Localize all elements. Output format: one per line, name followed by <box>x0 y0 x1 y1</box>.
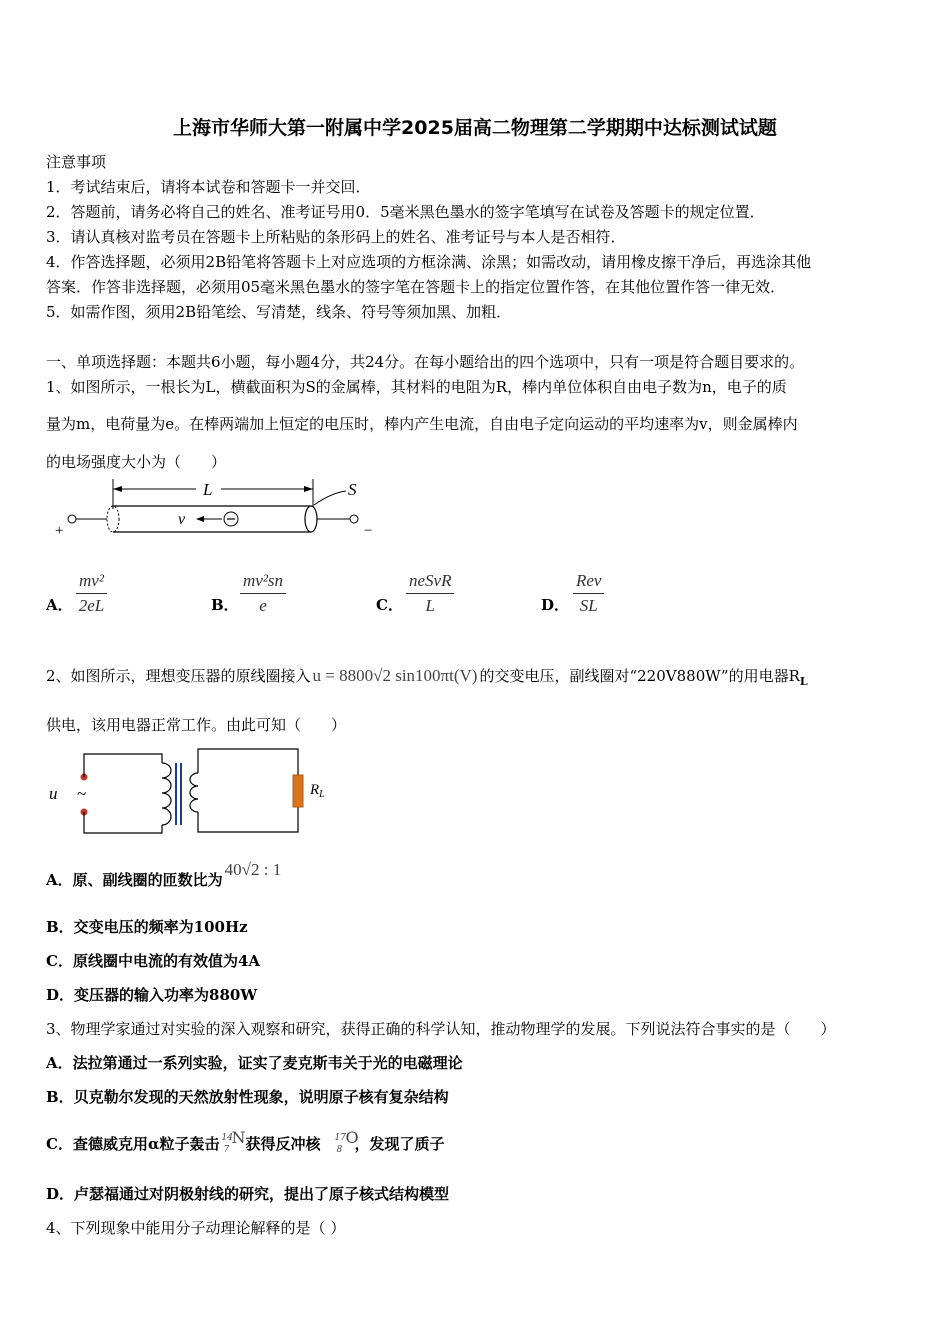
q1-fig-plus: + <box>55 523 64 539</box>
q1-option-a-value: $\frac{\text{mv²}}{2eL}$ <box>76 571 107 616</box>
q2-option-d: D．变压器的输入功率为880W <box>46 986 258 1004</box>
q4-stem: 4、下列现象中能用分子动理论解释的是（ ） <box>46 1219 346 1237</box>
q2-option-c: C．原线圈中电流的有效值为4A <box>46 952 261 970</box>
q1-fig-S-label: S <box>348 480 357 499</box>
oxygen-17-nuclide: 17 8 O <box>334 1128 359 1155</box>
note-item: 答案．作答非选择题，必须用05毫米黑色墨水的签字笔在答题卡上的指定位置作答，在其他位置作答一律无效． <box>46 278 786 296</box>
q3-option-b: B．贝克勒尔发现的天然放射性现象，说明原子核有复杂结构 <box>46 1088 449 1106</box>
nitrogen-14-nuclide: 14 7 N <box>221 1128 246 1155</box>
q1-option-a-label: A． <box>46 596 73 614</box>
q1-rod-figure <box>46 475 386 545</box>
q1-option-c-label: C． <box>376 596 403 614</box>
q2-fig-RL-label: $R_L$ <box>310 782 325 800</box>
q1-option-b-value: $\frac{\text{mv²sn}}{e}$ <box>240 571 286 616</box>
page-title: 上海市华师大第一附属中学2025届高二物理第二学期期中达标测试试题 <box>173 117 777 139</box>
q1-stem-line2: 量为m，电荷量为e。在棒两端加上恒定的电压时，棒内产生电流，自由电子定向运动的平均速率为v，则金属棒内 <box>46 415 798 433</box>
q3-stem: 3、物理学家通过对实验的深入观察和研究，获得正确的科学认知，推动物理学的发展。下列说法符合事实的是（ ） <box>46 1020 836 1038</box>
q2-stem-line2: 供电，该用电器正常工作。由此可知（ ） <box>46 716 347 734</box>
q2-option-a: A．原、副线圈的匝数比为40√2 : 1 <box>46 860 282 889</box>
q2-transformer-figure <box>46 745 346 840</box>
q3-option-d: D．卢瑟福通过对阴极射线的研究，提出了原子核式结构模型 <box>46 1185 450 1203</box>
note-item: 1．考试结束后，请将本试卷和答题卡一并交回． <box>46 178 371 196</box>
q1-option-d-value: Rev SL <box>573 571 604 616</box>
notes-heading: 注意事项 <box>46 153 107 171</box>
q3-option-a: A．法拉第通过一系列实验，证实了麦克斯韦关于光的电磁理论 <box>46 1054 463 1072</box>
q3-option-c: C．查德威克用α粒子轰击 14 7 N 获得反冲核 17 8 O ，发现了质子 <box>46 1128 445 1155</box>
q1-stem-line3: 的电场强度大小为（ ） <box>46 453 227 471</box>
q2-stem-line1: 2、如图所示，理想变压器的原线圈接入 u = 8800√2 sin100πt(V) 的交变电压，副线圈对“220V880W”的用电器$R_L$ <box>46 666 808 688</box>
q1-option-c-value: neSvR L <box>406 571 454 616</box>
q2-formula: u = 8800√2 sin100πt(V) <box>312 666 478 685</box>
q1-stem-line1: 1、如图所示，一根长为L，横截面积为S的金属棒，其材料的电阻为R，棒内单位体积自由电子数为n，电子的质 <box>46 378 787 396</box>
q1-option-b-label: B． <box>211 596 239 614</box>
note-item: 4．作答选择题，必须用2B铅笔将答题卡上对应选项的方框涂满、涂黑；如需改动，请用橡皮擦干净后，再选涂其他 <box>46 253 812 271</box>
q2-fig-u-label: u <box>49 784 58 803</box>
q2-option-b: B．交变电压的频率为100Hz <box>46 918 248 936</box>
q1-fig-v-label: v <box>178 511 186 528</box>
note-item: 5．如需作图，须用2B铅笔绘、写清楚，线条、符号等须加黑、加粗． <box>46 303 512 321</box>
note-item: 3．请认真核对监考员在答题卡上所粘贴的条形码上的姓名、准考证号与本人是否相符． <box>46 228 626 246</box>
q2-option-a-ratio: 40√2 : 1 <box>224 860 282 879</box>
q1-fig-minus: − <box>364 523 373 539</box>
q1-fig-L-label: L <box>203 480 213 499</box>
ac-source-icon: ~ <box>77 784 87 803</box>
q1-option-d-label: D． <box>541 596 570 614</box>
note-item: 2．答题前，请务必将自己的姓名、准考证号用0．5毫米黑色墨水的签字笔填写在试卷及答题卡的规定位置． <box>46 203 765 221</box>
section-heading: 一、单项选择题：本题共6小题，每小题4分，共24分。在每小题给出的四个选项中，只有一项是符合题目要求的。 <box>46 353 805 371</box>
